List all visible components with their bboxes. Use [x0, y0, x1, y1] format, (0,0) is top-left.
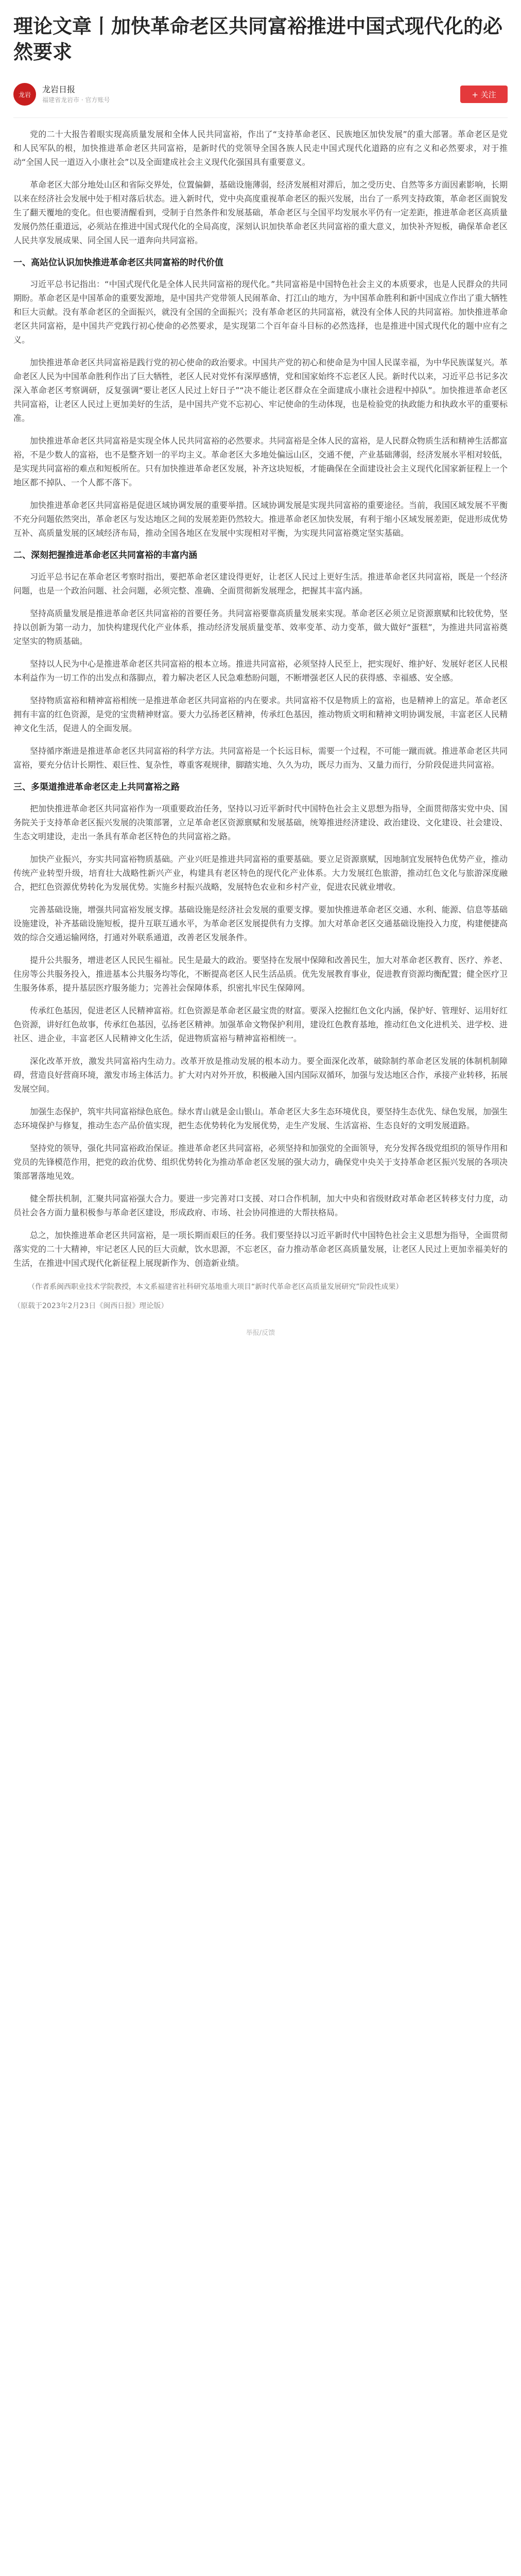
article-body [13, 127, 508, 1270]
body-paragraph: 坚持高质量发展是推进革命老区共同富裕的首要任务。共同富裕要靠高质量发展来实现。革命老区必须立足资源禀赋和比较优势，坚持以创新为第一动力，加快构建现代化产业体系，推动经济发展质量变革、效率变革、动力变革，做大做好“蛋糕”，为推进共同富裕奠定坚实的物质基础。 [13, 608, 508, 646]
author-bar [13, 78, 508, 110]
avatar[interactable]: 龙岩 [13, 83, 36, 106]
body-paragraph: 习近平总书记在革命老区考察时指出，要把革命老区建设得更好，让老区人民过上更好生活。推进革命老区共同富裕，既是一个经济问题，也是一个政治问题、社会问题，必须完整、准确、全面贯彻新发展理念，把握其丰富内涵。 [13, 572, 508, 596]
body-paragraph: 习近平总书记指出：“中国式现代化是全体人民共同富裕的现代化。”共同富裕是中国特色社会主义的本质要求，也是人民群众的共同期盼。革命老区是中国革命的重要发源地，是中国共产党带领人民闹革命、打江山的地方，为中国革命胜利和新中国成立作出了重大牺牲和巨大贡献。没有革命老区的全面振兴，就没有全国的全面振兴；没有革命老区的共同富裕，就没有全体人民的共同富裕。加快推进革命老区共同富裕，是中国共产党践行初心使命的必然要求，是实现第二个百年奋斗目标的必然选择，也是推进中国式现代化的题中应有之义。 [13, 279, 508, 345]
body-paragraph: 坚持循序渐进是推进革命老区共同富裕的科学方法。共同富裕是一个长远目标，需要一个过程，不可能一蹴而就。推进革命老区共同富裕，要充分估计长期性、艰巨性、复杂性，尊重客观规律，脚踏实地、久久为功，既尽力而为、又量力而行，分阶段促进共同富裕。 [13, 746, 508, 770]
body-paragraph: 坚持党的领导，强化共同富裕政治保证。推进革命老区共同富裕，必须坚持和加强党的全面领导，充分发挥各级党组织的领导作用和党员的先锋模范作用，把党的政治优势、组织优势转化为推动革命老区发展的强大动力，确保党中央关于支持革命老区振兴发展的各项决策部署落地见效。 [13, 1143, 508, 1181]
author-subtitle: 福建省龙岩市 · 官方账号 [42, 96, 110, 104]
author-name[interactable]: 龙岩日报 [42, 84, 76, 94]
section-heading: 三、多渠道推进革命老区走上共同富裕之路 [13, 782, 180, 792]
section-heading: 二、深刻把握推进革命老区共同富裕的丰富内涵 [13, 550, 197, 561]
body-paragraph: 加快产业振兴，夯实共同富裕物质基础。产业兴旺是推进共同富裕的重要基础。要立足资源禀赋，因地制宜发展特色优势产业，推动传统产业转型升级，培育壮大战略性新兴产业，构建具有老区特色的现代化产业体系。大力发展红色旅游，推动红色文化与旅游深度融合，把红色资源优势转化为发展优势。实施乡村振兴战略，发展特色农业和乡村产业，促进农民就业增收。 [13, 854, 508, 892]
body-paragraph: 坚持以人民为中心是推进革命老区共同富裕的根本立场。推进共同富裕，必须坚持人民至上，把实现好、维护好、发展好老区人民根本利益作为一切工作的出发点和落脚点，着力解决老区人民急难愁盼问题，不断增强老区人民的获得感、幸福感、安全感。 [13, 659, 508, 683]
article-footer [13, 1281, 508, 1337]
article-title: 理论文章丨加快革命老区共同富裕推进中国式现代化的必然要求 [13, 15, 503, 63]
author-meta [42, 84, 460, 105]
body-paragraph: 加快推进革命老区共同富裕是践行党的初心使命的政治要求。中国共产党的初心和使命是为中国人民谋幸福，为中华民族谋复兴。革命老区人民为中国革命胜利作出了巨大牺牲，老区人民对党怀有深厚感情，党和国家始终不忘老区人民。新时代以来，习近平总书记多次深入革命老区考察调研，反复强调“要让老区人民过上好日子”“决不能让老区群众在全面建成小康社会进程中掉队”。加快推进革命老区共同富裕，让老区人民过上更加美好的生活，是中国共产党不忘初心、牢记使命的生动体现，也是检验党的执政能力和执政水平的重要标准。 [13, 358, 508, 423]
body-paragraph: 提升公共服务，增进老区人民民生福祉。民生是最大的政治。要坚持在发展中保障和改善民生，加大对革命老区教育、医疗、养老、住房等公共服务投入，推进基本公共服务均等化，不断提高老区人民生活品质。优先发展教育事业，促进教育资源均衡配置；健全医疗卫生服务体系，提升基层医疗服务能力；完善社会保障体系，织密扎牢民生保障网。 [13, 955, 508, 993]
body-paragraph: 完善基础设施，增强共同富裕发展支撑。基础设施是经济社会发展的重要支撑。要加快推进革命老区交通、水利、能源、信息等基础设施建设，补齐基础设施短板，提升互联互通水平，为革命老区发展提供有力支撑。加大对革命老区交通基础设施投入力度，构建便捷高效的综合交通运输网络，打通对外联系通道，改善老区发展条件。 [13, 905, 508, 942]
body-paragraph: 加强生态保护，筑牢共同富裕绿色底色。绿水青山就是金山银山。革命老区大多生态环境优良，要坚持生态优先、绿色发展，加强生态环境保护与修复，推动生态产品价值实现，把生态优势转化为发展优势，走生产发展、生活富裕、生态良好的文明发展道路。 [13, 1107, 508, 1130]
source-line: （原载于2023年2月23日《闽西日报》理论版） [13, 1302, 168, 1310]
body-paragraph: 坚持物质富裕和精神富裕相统一是推进革命老区共同富裕的内在要求。共同富裕不仅是物质上的富裕，也是精神上的富足。革命老区拥有丰富的红色资源，是党的宝贵精神财富。要大力弘扬老区精神，传承红色基因，推动物质文明和精神文明协调发展，丰富老区人民精神文化生活，促进人的全面发展。 [13, 696, 508, 733]
body-paragraph: 把加快推进革命老区共同富裕作为一项重要政治任务，坚持以习近平新时代中国特色社会主义思想为指导，全面贯彻落实党中央、国务院关于支持革命老区振兴发展的决策部署，立足革命老区资源禀赋和发展基础，统筹推进经济建设、政治建设、文化建设、社会建设、生态文明建设，走出一条具有革命老区特色的共同富裕之路。 [13, 804, 508, 841]
body-paragraph: 健全帮扶机制，汇聚共同富裕强大合力。要进一步完善对口支援、对口合作机制，加大中央和省级财政对革命老区转移支付力度，动员社会各方面力量积极参与革命老区建设，形成政府、市场、社会协同推进的大帮扶格局。 [13, 1194, 508, 1217]
intro-paragraph: 革命老区大部分地处山区和省际交界处，位置偏僻，基础设施薄弱，经济发展相对滞后，加之受历史、自然等多方面因素影响，长期以来在经济社会发展中处于相对落后状态。进入新时代，党中央高度重视革命老区的振兴发展，出台了一系列支持政策，革命老区面貌发生了翻天覆地的变化。但也要清醒看到，受制于自然条件和发展基础，革命老区与全国平均发展水平仍有一定差距，推进革命老区高质量发展仍然任重道远，必须站在推进中国式现代化的全局高度，深刻认识加快革命老区共同富裕的重大意义，加快补齐短板，确保革命老区人民共享发展成果、同全国人民一道奔向共同富裕。 [13, 180, 508, 245]
body-paragraph: 传承红色基因，促进老区人民精神富裕。红色资源是革命老区最宝贵的财富。要深入挖掘红色文化内涵，保护好、管理好、运用好红色资源，讲好红色故事，传承红色基因，弘扬老区精神。加强革命文物保护利用，建设红色教育基地，推动红色文化进机关、进学校、进社区、进企业，丰富老区人民精神文化生活，促进物质富裕与精神富裕相统一。 [13, 1006, 508, 1043]
body-paragraph: 深化改革开放，激发共同富裕内生动力。改革开放是推动发展的根本动力。要全面深化改革，破除制约革命老区发展的体制机制障碍，营造良好营商环境，激发市场主体活力。扩大对内对外开放，积极融入国内国际双循环，加强与发达地区合作，承接产业转移，拓展发展空间。 [13, 1056, 508, 1094]
body-paragraph: 加快推进革命老区共同富裕是促进区域协调发展的重要举措。区域协调发展是实现共同富裕的重要途径。当前，我国区域发展不平衡不充分问题依然突出，革命老区与发达地区之间的发展差距仍然较大。推进革命老区加快发展，有利于缩小区域发展差距，促进形成优势互补、高质量发展的区域经济布局，推动全国各地区在发展中实现相对平衡，为实现共同富裕奠定坚实基础。 [13, 500, 508, 538]
divider [13, 117, 508, 118]
section-heading: 一、高站位认识加快推进革命老区共同富裕的时代价值 [13, 258, 223, 268]
intro-paragraph: 党的二十大报告着眼实现高质量发展和全体人民共同富裕，作出了“支持革命老区、民族地区加快发展”的重大部署。革命老区是党和人民军队的根，加快推进革命老区共同富裕，是新时代的党领导全国各族人民走中国式现代化道路的应有之义和必然要求，对于推动“全国人民一道迈入小康社会”以及全面建成社会主义现代化强国具有重要意义。 [13, 129, 508, 167]
author-note: （作者系闽西职业技术学院教授，本文系福建省社科研究基地重大项目“新时代革命老区高质量发展研究”阶段性成果） [28, 1283, 403, 1291]
body-paragraph: 加快推进革命老区共同富裕是实现全体人民共同富裕的必然要求。共同富裕是全体人民的富裕，是人民群众物质生活和精神生活都富裕，不是少数人的富裕，也不是整齐划一的平均主义。革命老区大多地处偏远山区，交通不便，产业基础薄弱，经济发展水平相对较低，是实现共同富裕的难点和短板所在。只有加快推进革命老区发展，补齐这块短板，才能确保在全面建设社会主义现代化国家新征程上一个地区都不掉队、一个人都不落下。 [13, 436, 508, 487]
follow-button[interactable]: + 关注 [460, 86, 508, 103]
body-paragraph: 总之，加快推进革命老区共同富裕，是一项长期而艰巨的任务。我们要坚持以习近平新时代中国特色社会主义思想为指导，全面贯彻落实党的二十大精神，牢记老区人民的巨大贡献，饮水思源，不忘老区，奋力推动革命老区高质量发展，让老区人民过上更加幸福美好的生活，在推进中国式现代化新征程上展现新作为、创造新业绩。 [13, 1230, 508, 1268]
report-link[interactable]: 举报/反馈 [246, 1329, 275, 1337]
